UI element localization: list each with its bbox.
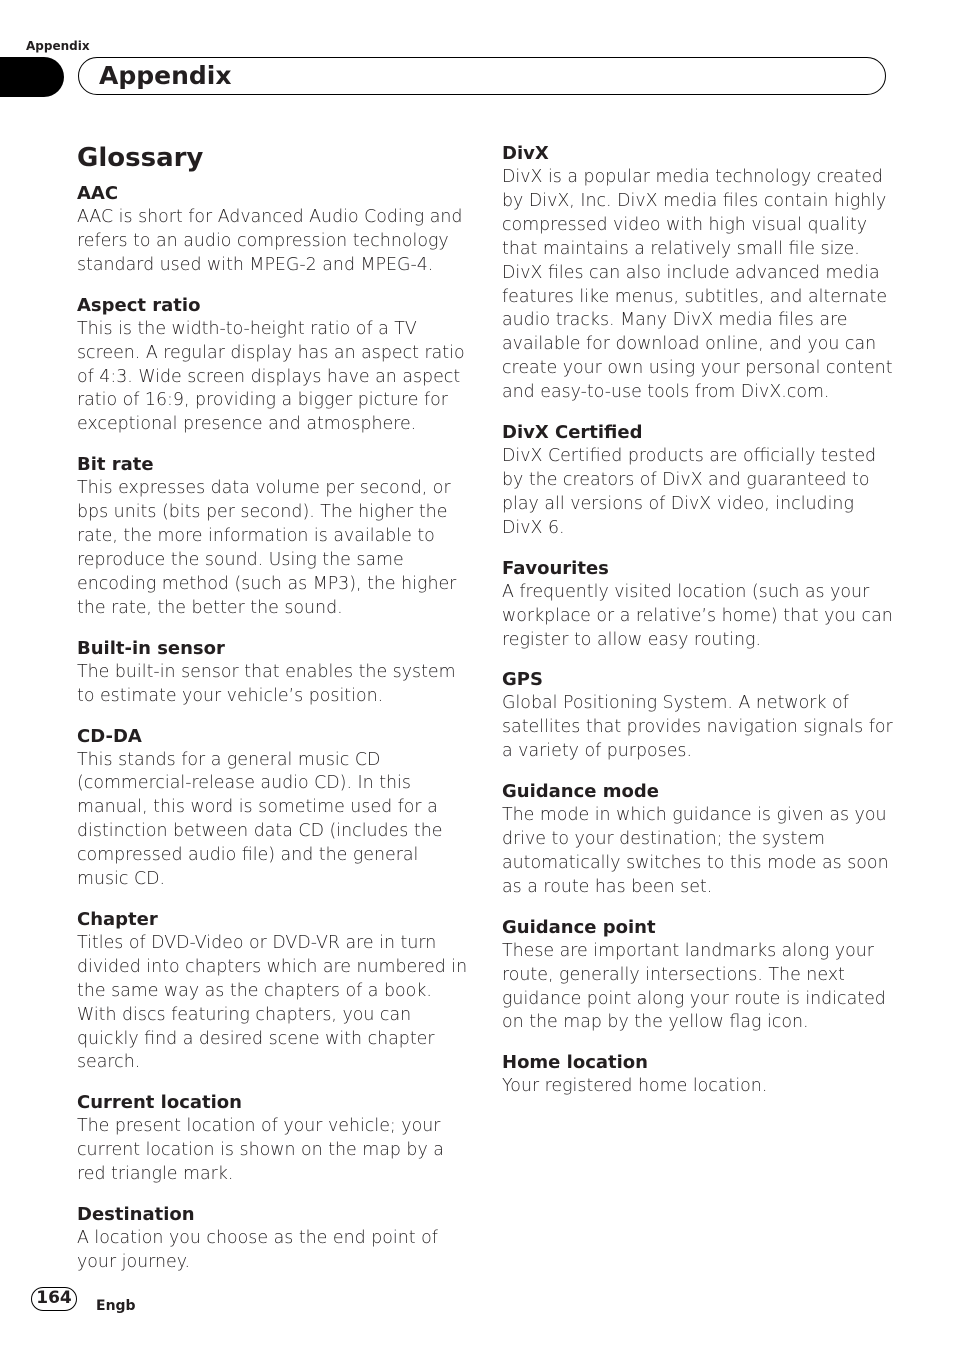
glossary-term: Home location <box>502 1052 648 1074</box>
glossary-term: Chapter <box>77 908 158 930</box>
glossary-definition: Global Positioning System. A network of satellites that provides navigation signals for a variety of purposes. <box>502 693 893 762</box>
glossary-term: DivX <box>502 143 549 164</box>
language-code: Engb <box>96 1298 136 1314</box>
glossary-entry <box>77 908 469 1075</box>
glossary-definition: DivX Certified products are officially tested by the creators of DivX and guaranteed to play all versions of DivX video, including DivX 6. <box>502 446 877 538</box>
glossary-term: Aspect ratio <box>77 294 201 316</box>
glossary-definition: A location you choose as the end point of your journey. <box>77 1228 438 1272</box>
glossary-definition: The built-in sensor that enables the system to estimate your vehicle’s position. <box>77 661 456 706</box>
glossary-definition: DivX is a popular media technology created by DivX, Inc. DivX media files contain highly compressed video with high visual quality that maintains a relatively small file size. DivX files can also include advanced media features like menus, subtitles, and alternate audio tracks. Many DivX media files are available for download online, and you can create your own using your personal content and easy-to-use tools from DivX.com. <box>502 167 893 403</box>
glossary-term: Current location <box>77 1092 242 1114</box>
left-entry-list <box>77 182 469 1275</box>
glossary-entry <box>502 557 894 653</box>
glossary-entry <box>77 1091 469 1187</box>
running-head: Appendix <box>26 39 90 53</box>
glossary-entry <box>502 916 894 1036</box>
glossary-definition: The mode in which guidance is given as you drive to your destination; the system automatically switches to this mode as soon as a route has been set. <box>502 805 889 897</box>
glossary-term: GPS <box>502 669 543 691</box>
glossary-entry <box>502 421 894 541</box>
glossary-entry <box>77 182 469 278</box>
glossary-entry <box>77 1203 469 1275</box>
section-title: Appendix <box>99 61 232 90</box>
glossary-entry <box>502 142 894 405</box>
glossary-term: AAC <box>77 183 119 204</box>
glossary-title: Glossary <box>77 143 204 173</box>
glossary-term: Guidance point <box>502 916 656 938</box>
glossary-term: Favourites <box>502 557 609 579</box>
glossary-definition: Your registered home location. <box>502 1076 768 1097</box>
glossary-entry <box>502 1051 894 1099</box>
glossary-entry <box>502 780 894 900</box>
glossary-definition: The present location of your vehicle; your current location is shown on the map by a red triangle mark. <box>77 1116 444 1185</box>
glossary-entry <box>502 668 894 764</box>
section-header-bar <box>78 57 886 95</box>
page-number: 164 <box>31 1287 77 1311</box>
glossary-definition: This is the width-to-height ratio of a TV screen. A regular display has an aspect ratio of 4:3. Wide screen displays have an aspect ratio of 16:9, providing a bigger picture for exceptional presence and atmosphere. <box>77 318 465 435</box>
glossary-definition: Titles of DVD-Video or DVD-VR are in turn divided into chapters which are numbered in the same way as the chapters of a book. With discs featuring chapters, you can quickly find a desired scene with chapter search. <box>77 932 468 1073</box>
left-column <box>77 140 469 1291</box>
glossary-term: DivX Certified <box>502 422 643 444</box>
glossary-definition: This expresses data volume per second, or bps units (bits per second). The higher the rate, the more information is available to reproduce the sound. Using the same encoding method (such as MP3), the higher the rate, the better the sound. <box>77 478 457 618</box>
glossary-term: CD-DA <box>77 725 142 747</box>
glossary-entry <box>77 725 469 892</box>
right-entry-list <box>502 142 894 1099</box>
section-tab-marker <box>0 57 64 97</box>
glossary-term: Destination <box>77 1204 195 1226</box>
glossary-definition: A frequently visited location (such as your workplace or a relative’s home) that you can register to allow easy routing. <box>502 581 893 650</box>
right-column <box>502 140 894 1115</box>
glossary-term: Guidance mode <box>502 781 659 803</box>
glossary-definition: This stands for a general music CD (commercial-release audio CD). In this manual, this word is sometime used for a distinction between data CD (includes the compressed audio file) and the general music CD. <box>77 749 443 890</box>
glossary-term: Built-in sensor <box>77 637 225 659</box>
glossary-term: Bit rate <box>77 454 154 476</box>
glossary-entry <box>77 453 469 620</box>
glossary-definition: These are important landmarks along your route, generally intersections. The next guidance point along your route is indicated on the map by the yellow flag icon. <box>502 940 886 1033</box>
glossary-definition: AAC is short for Advanced Audio Coding and refers to an audio compression technology standard used with MPEG-2 and MPEG-4. <box>77 207 463 275</box>
glossary-entry <box>77 637 469 709</box>
glossary-entry <box>77 294 469 438</box>
